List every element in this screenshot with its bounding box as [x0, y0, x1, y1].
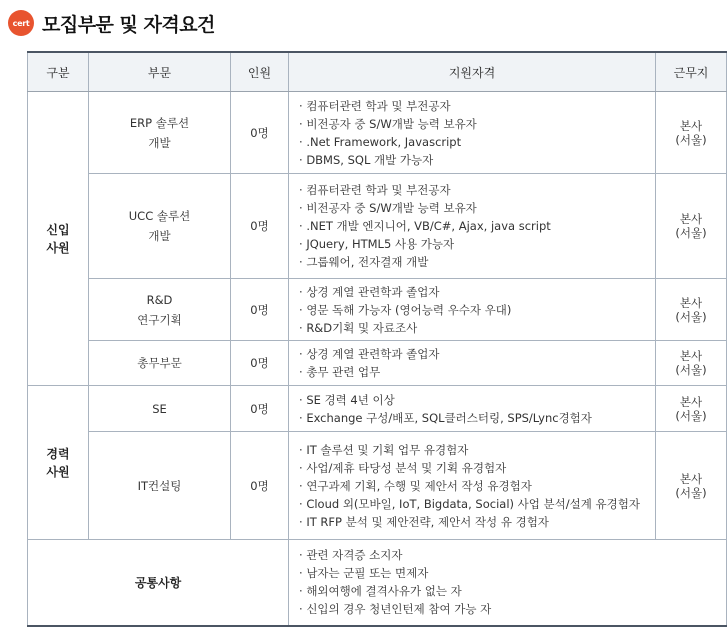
department-cell: ERP 솔루션 개발	[89, 92, 231, 174]
qualifications-cell	[289, 386, 656, 432]
page-title: 모집부문 및 자격요건	[42, 13, 215, 36]
headcount-cell: 0명	[231, 386, 289, 432]
location-cell: 본사 (서울)	[656, 279, 727, 341]
qualification-item: · 컴퓨터관련 학과 및 부전공자	[299, 181, 655, 199]
qualification-item: · Cloud 외(모바일, IoT, Bigdata, Social) 사업 분석/설계 유경험자	[299, 495, 655, 513]
qualifications-list	[299, 441, 655, 531]
qualification-item: · 영문 독해 가능자 (영어능력 우수자 우대)	[299, 301, 655, 319]
qualification-item: · 총무 관련 업무	[299, 363, 655, 381]
location-cell: 본사 (서울)	[656, 174, 727, 279]
department-cell: 총무부문	[89, 341, 231, 386]
qualification-item: · JQuery, HTML5 사용 가능자	[299, 235, 655, 253]
qualification-item: · 연구과제 기획, 수행 및 제안서 작성 유경험자	[299, 477, 655, 495]
qualifications-list	[299, 283, 655, 337]
qualifications-cell	[289, 92, 656, 174]
table-row	[28, 432, 727, 540]
qualifications-list	[299, 391, 655, 427]
location-cell: 본사 (서울)	[656, 92, 727, 174]
header-category: 구분	[28, 52, 89, 92]
common-qualifications-list	[299, 546, 726, 618]
location-cell: 본사 (서울)	[656, 341, 727, 386]
common-qualification-item: · 신입의 경우 청년인턴제 참여 가능 자	[299, 600, 726, 618]
page-header	[8, 6, 215, 40]
header-qualifications: 지원자격	[289, 52, 656, 92]
department-cell: R&D 연구기획	[89, 279, 231, 341]
qualifications-list	[299, 345, 655, 381]
header-headcount: 인원	[231, 52, 289, 92]
recruitment-table	[27, 51, 727, 627]
qualification-item: · .NET 개발 엔지니어, VB/C#, Ajax, java script	[299, 217, 655, 235]
common-qualifications-cell	[289, 540, 727, 626]
common-row	[28, 540, 727, 626]
header-location: 근무지	[656, 52, 727, 92]
category-label: 경력 사원	[46, 446, 70, 479]
qualification-item: · IT RFP 분석 및 제안전략, 제안서 작성 유 경험자	[299, 513, 655, 531]
department-cell: SE	[89, 386, 231, 432]
header-department: 부문	[89, 52, 231, 92]
location-cell: 본사 (서울)	[656, 386, 727, 432]
headcount-cell: 0명	[231, 341, 289, 386]
qualification-item: · 사업/제휴 타당성 분석 및 기획 유경험자	[299, 459, 655, 477]
qualification-item: · 그룹웨어, 전자결재 개발	[299, 253, 655, 271]
qualification-item: · DBMS, SQL 개발 가능자	[299, 151, 655, 169]
qualification-item: · Exchange 구성/배포, SQL클러스터링, SPS/Lync경험자	[299, 409, 655, 427]
qualification-item: · 비전공자 중 S/W개발 능력 보유자	[299, 115, 655, 133]
common-label: 공통사항	[28, 540, 289, 626]
headcount-cell: 0명	[231, 279, 289, 341]
common-qualification-item: · 남자는 군필 또는 면제자	[299, 564, 726, 582]
table-row	[28, 386, 727, 432]
qualification-item: · 상경 계열 관련학과 졸업자	[299, 345, 655, 363]
qualification-item: · R&D기획 및 자료조사	[299, 319, 655, 337]
qualifications-list	[299, 97, 655, 169]
qualifications-cell	[289, 279, 656, 341]
qualification-item: · SE 경력 4년 이상	[299, 391, 655, 409]
qualification-item: · 상경 계열 관련학과 졸업자	[299, 283, 655, 301]
table-row	[28, 92, 727, 174]
category-cell	[28, 92, 89, 386]
department-cell: IT컨설팅	[89, 432, 231, 540]
headcount-cell: 0명	[231, 432, 289, 540]
department-cell: UCC 솔루션 개발	[89, 174, 231, 279]
table-header-row	[28, 52, 727, 92]
table-row	[28, 174, 727, 279]
table-row	[28, 341, 727, 386]
location-cell: 본사 (서울)	[656, 432, 727, 540]
qualification-item: · .Net Framework, Javascript	[299, 133, 655, 151]
qualification-item: · IT 솔루션 및 기획 업무 유경험자	[299, 441, 655, 459]
qualification-item: · 컴퓨터관련 학과 및 부전공자	[299, 97, 655, 115]
category-label: 신입 사원	[46, 222, 70, 255]
qualifications-cell	[289, 432, 656, 540]
common-qualification-item: · 해외여행에 결격사유가 없는 자	[299, 582, 726, 600]
headcount-cell: 0명	[231, 174, 289, 279]
qualifications-cell	[289, 341, 656, 386]
headcount-cell: 0명	[231, 92, 289, 174]
qualifications-list	[299, 181, 655, 271]
company-logo: cert	[8, 10, 34, 36]
common-qualification-item: · 관련 자격증 소지자	[299, 546, 726, 564]
qualifications-cell	[289, 174, 656, 279]
qualification-item: · 비전공자 중 S/W개발 능력 보유자	[299, 199, 655, 217]
table-row	[28, 279, 727, 341]
category-cell	[28, 386, 89, 540]
